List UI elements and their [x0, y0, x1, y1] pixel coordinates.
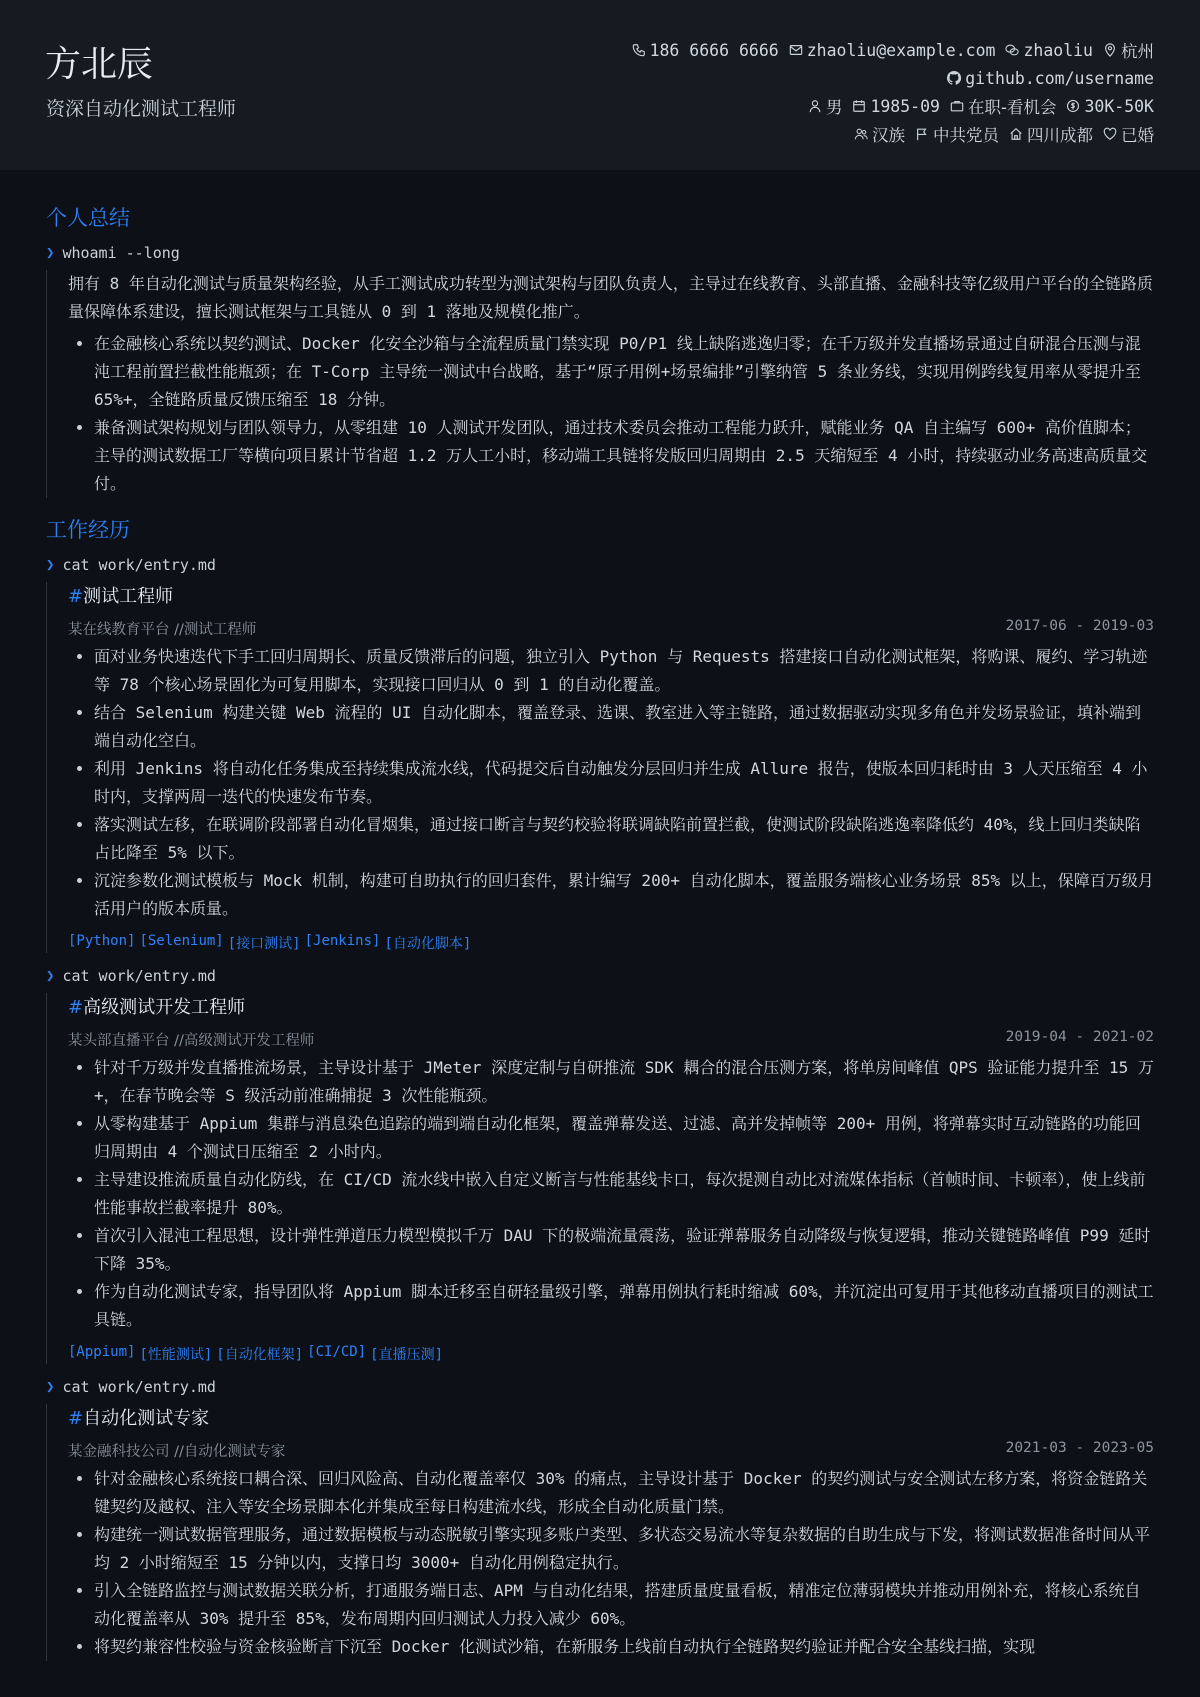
- github-icon: [947, 71, 961, 85]
- summary-command-text: whoami --long: [62, 244, 180, 262]
- github-item[interactable]: [947, 69, 1154, 88]
- job-title: [68, 582, 1154, 608]
- job-bullet: • 利用 Jenkins 将自动化任务集成至持续集成流水线，代码提交后自动触发分层回归并生成 Allure 报告，使版本回归耗时由 3 人天压缩至 4 小时内，支撑两周一迭代的快速发布节奏。: [94, 755, 1154, 811]
- job-command: [46, 556, 1154, 574]
- experience-heading: 工作经历: [46, 518, 130, 542]
- job-entry: [46, 993, 1154, 1364]
- job-role: //高级测试开发工程师: [174, 1033, 315, 1049]
- job-bullet: • 沉淀参数化测试模板与 Mock 机制，构建可自助执行的回归套件，累计编写 200+ 自动化脚本，覆盖服务端核心业务场景 85% 以上，保障百万级月活用户的版本质量。: [94, 867, 1154, 923]
- job-bullet: • 针对千万级并发直播推流场景，主导设计基于 JMeter 深度定制与自研推流 SDK 耦合的混合压测方案，将单房间峰值 QPS 验证能力提升至 15 万+，在春节晚会等 S 级活动前准确捕捉 3 次性能瓶颈。: [94, 1054, 1154, 1110]
- skill-tag: [Appium]: [68, 1344, 136, 1360]
- github-text: github.com/username: [965, 68, 1154, 88]
- contact-row-3: [534, 92, 1154, 120]
- prompt-chevron-icon: ❯: [46, 557, 55, 573]
- job-bullet: • 首次引入混沌工程思想，设计弹性弹道压力模型模拟千万 DAU 下的极端流量震荡，验证弹幕服务自动降级与恢复逻辑，推动关键链路峰值 P99 延时下降 35%。: [94, 1222, 1154, 1278]
- prompt-chevron-icon: ❯: [46, 1379, 55, 1395]
- skill-tag: [Selenium]: [139, 933, 224, 949]
- job-title-text: 自动化测试专家: [83, 1408, 210, 1429]
- ethnicity-item: [854, 122, 905, 146]
- candidate-title: 资深自动化测试工程师: [46, 98, 237, 120]
- job-meta: [68, 1440, 1154, 1461]
- job-bullet: • 作为自动化测试专家，指导团队将 Appium 脚本迁移至自研轻量级引擎，弹幕用例执行耗时缩减 60%，并沉淀出可复用于其他移动直播项目的测试工具链。: [94, 1278, 1154, 1334]
- salary-item: [1066, 97, 1154, 116]
- wechat-icon: [1005, 43, 1019, 57]
- job-entry: [46, 582, 1154, 953]
- job-company: 某金融科技公司: [68, 1444, 170, 1460]
- job-period: 2021-03 - 2023-05: [1005, 1440, 1154, 1456]
- summary-bullets: [68, 330, 1154, 498]
- party-item: [915, 122, 999, 146]
- summary-bullet: • 兼备测试架构规划与团队领导力，从零组建 10 人测试开发团队，通过技术委员会推动工程能力跃升，赋能业务 QA 自主编写 600+ 高价值脚本；主导的测试数据工厂等横向项目累计节省超 1.2 万人工小时，移动端工具链将发版回归周期由 2.5 天缩短至 4 小时，持续驱动业务高速高质量交付。: [94, 414, 1154, 498]
- job-bullets: [68, 1465, 1154, 1661]
- contact-row-1: [534, 36, 1154, 64]
- phone-text: 186 6666 6666: [649, 40, 779, 60]
- briefcase-icon: [950, 99, 964, 113]
- job-command: [46, 1378, 1154, 1396]
- job-bullet: • 引入全链路监控与测试数据关联分析，打通服务端日志、APM 与自动化结果，搭建质量度量看板，精准定位薄弱模块并推动用例补充，将核心系统自动化覆盖率从 30% 提升至 85%，发布周期内回归测试人力投入减少 60%。: [94, 1577, 1154, 1633]
- resume-body: [0, 170, 1200, 1661]
- gender-text: 男: [825, 98, 843, 117]
- home-icon: [1009, 127, 1023, 141]
- job-company: 某头部直播平台: [68, 1033, 170, 1049]
- flag-icon: [915, 127, 929, 141]
- status-item: [950, 94, 1056, 118]
- job-period: 2019-04 - 2021-02: [1005, 1029, 1154, 1045]
- job-meta: [68, 1029, 1154, 1050]
- job-title: [68, 1404, 1154, 1430]
- prompt-chevron-icon: ❯: [46, 245, 55, 261]
- skill-tag: [性能测试]: [139, 1347, 213, 1363]
- prompt-chevron-icon: ❯: [46, 968, 55, 984]
- wechat-text: zhaoliu: [1023, 40, 1093, 60]
- job-bullet: • 针对金融核心系统接口耦合深、回归风险高、自动化覆盖率仅 30% 的痛点，主导设计基于 Docker 的契约测试与安全测试左移方案，将资金链路关键契约及越权、注入等安全场景脚本化并集成至每日构建流水线，形成全自动化质量门禁。: [94, 1465, 1154, 1521]
- phone-icon: [632, 43, 646, 57]
- marital-text: 已婚: [1121, 126, 1154, 145]
- job-bullet: • 落实测试左移，在联调阶段部署自动化冒烟集，通过接口断言与契约校验将联调缺陷前置拦截，使测试阶段缺陷逃逸率降低约 40%，线上回归类缺陷占比降至 5% 以下。: [94, 811, 1154, 867]
- job-bullet: • 面对业务快速迭代下手工回归周期长、质量反馈滞后的问题，独立引入 Python 与 Requests 搭建接口自动化测试框架，将购课、履约、学习轨迹等 78 个核心场景固化为可复用脚本，实现接口回归从 0 到 1 的自动化覆盖。: [94, 643, 1154, 699]
- skill-tag: [直播压测]: [370, 1347, 444, 1363]
- job-role: //测试工程师: [174, 622, 257, 638]
- user-icon: [808, 99, 822, 113]
- job-title: [68, 993, 1154, 1019]
- hash-mark: #: [68, 586, 84, 607]
- skill-tag: [Jenkins]: [304, 933, 381, 949]
- location-pin-icon: [1103, 43, 1117, 57]
- city-text: 杭州: [1121, 42, 1154, 61]
- job-entry: [46, 1404, 1154, 1661]
- contact-info: [534, 36, 1154, 148]
- marital-item: [1103, 122, 1154, 146]
- job-role: //自动化测试专家: [174, 1444, 286, 1460]
- skill-tag: [接口测试]: [227, 936, 301, 952]
- hometown-text: 四川成都: [1027, 126, 1093, 145]
- job-company-line: [68, 1440, 285, 1461]
- candidate-name: 方北辰: [45, 44, 154, 85]
- calendar-icon: [852, 99, 866, 113]
- skill-tag: [CI/CD]: [307, 1344, 367, 1360]
- coin-icon: [1066, 99, 1080, 113]
- contact-row-4: [534, 120, 1154, 148]
- summary-block: [46, 270, 1154, 498]
- contact-row-2: [534, 64, 1154, 92]
- city-item: [1103, 38, 1154, 62]
- job-command-text: cat work/entry.md: [62, 967, 216, 985]
- job-command: [46, 967, 1154, 985]
- gender-item: [808, 94, 843, 118]
- hash-mark: #: [68, 997, 84, 1018]
- job-bullet: • 主导建设推流质量自动化防线，在 CI/CD 流水线中嵌入自定义断言与性能基线卡口，每次提测自动比对流媒体指标（首帧时间、卡顿率），使上线前性能事故拦截率提升 80%。: [94, 1166, 1154, 1222]
- job-command-text: cat work/entry.md: [62, 1378, 216, 1396]
- job-period: 2017-06 - 2019-03: [1005, 618, 1154, 634]
- phone-item: [632, 41, 779, 60]
- job-command-text: cat work/entry.md: [62, 556, 216, 574]
- email-item[interactable]: [789, 41, 996, 60]
- job-meta: [68, 618, 1154, 639]
- hash-mark: #: [68, 1408, 84, 1429]
- hometown-item: [1009, 122, 1093, 146]
- job-company-line: [68, 618, 256, 639]
- job-title-text: 高级测试开发工程师: [83, 997, 246, 1018]
- ethnicity-text: 汉族: [872, 126, 905, 145]
- heart-icon: [1103, 127, 1117, 141]
- job-bullet: • 将契约兼容性校验与资金核验断言下沉至 Docker 化测试沙箱，在新服务上线前自动执行全链路契约验证并配合安全基线扫描，实现: [94, 1633, 1154, 1661]
- salary-text: 30K-50K: [1084, 96, 1154, 116]
- job-tags: [68, 933, 1154, 953]
- email-text: zhaoliu@example.com: [806, 40, 996, 60]
- status-text: 在职-看机会: [967, 98, 1057, 117]
- job-bullet: • 从零构建基于 Appium 集群与消息染色追踪的端到端自动化框架，覆盖弹幕发送、过滤、高并发掉帧等 200+ 用例，将弹幕实时互动链路的功能回归周期由 4 个测试日压缩至 2 小时内。: [94, 1110, 1154, 1166]
- summary-intro: 拥有 8 年自动化测试与质量架构经验，从手工测试成功转型为测试架构与团队负责人，主导过在线教育、头部直播、金融科技等亿级用户平台的全链路质量保障体系建设，擅长测试框架与工具链从 0 到 1 落地及规模化推广。: [68, 274, 1153, 321]
- job-bullet: • 结合 Selenium 构建关键 Web 流程的 UI 自动化脚本，覆盖登录、选课、教室进入等主链路，通过数据驱动实现多角色并发场景验证，填补端到端自动化空白。: [94, 699, 1154, 755]
- skill-tag: [Python]: [68, 933, 136, 949]
- users-icon: [854, 127, 868, 141]
- wechat-item: [1005, 41, 1093, 60]
- skill-tag: [自动化脚本]: [384, 936, 472, 952]
- job-title-text: 测试工程师: [83, 586, 174, 607]
- summary-heading: 个人总结: [46, 206, 130, 230]
- mail-icon: [789, 43, 803, 57]
- job-tags: [68, 1344, 1154, 1364]
- job-bullets: [68, 643, 1154, 923]
- summary-bullet: • 在金融核心系统以契约测试、Docker 化安全沙箱与全流程质量门禁实现 P0/P1 线上缺陷逃逸归零；在千万级并发直播场景通过自研混合压测与混沌工程前置拦截性能瓶颈；在 T-Corp 主导统一测试中台战略，基于“原子用例+场景编排”引擎纳管 5 条业务线，实现用例跨线复用率从零提升至 65%+，全链路质量反馈压缩至 18 分钟。: [94, 330, 1154, 414]
- job-bullets: [68, 1054, 1154, 1334]
- skill-tag: [自动化框架]: [216, 1347, 304, 1363]
- job-bullet: • 构建统一测试数据管理服务，通过数据模板与动态脱敏引擎实现多账户类型、多状态交易流水等复杂数据的自助生成与下发，将测试数据准备时间从平均 2 小时缩短至 15 分钟以内，支撑日均 3000+ 自动化用例稳定执行。: [94, 1521, 1154, 1577]
- summary-command: [46, 244, 1154, 262]
- job-company: 某在线教育平台: [68, 622, 170, 638]
- party-text: 中共党员: [933, 126, 999, 145]
- job-company-line: [68, 1029, 314, 1050]
- birth-item: [852, 97, 940, 116]
- resume-header: [0, 0, 1200, 170]
- birth-text: 1985-09: [870, 96, 940, 116]
